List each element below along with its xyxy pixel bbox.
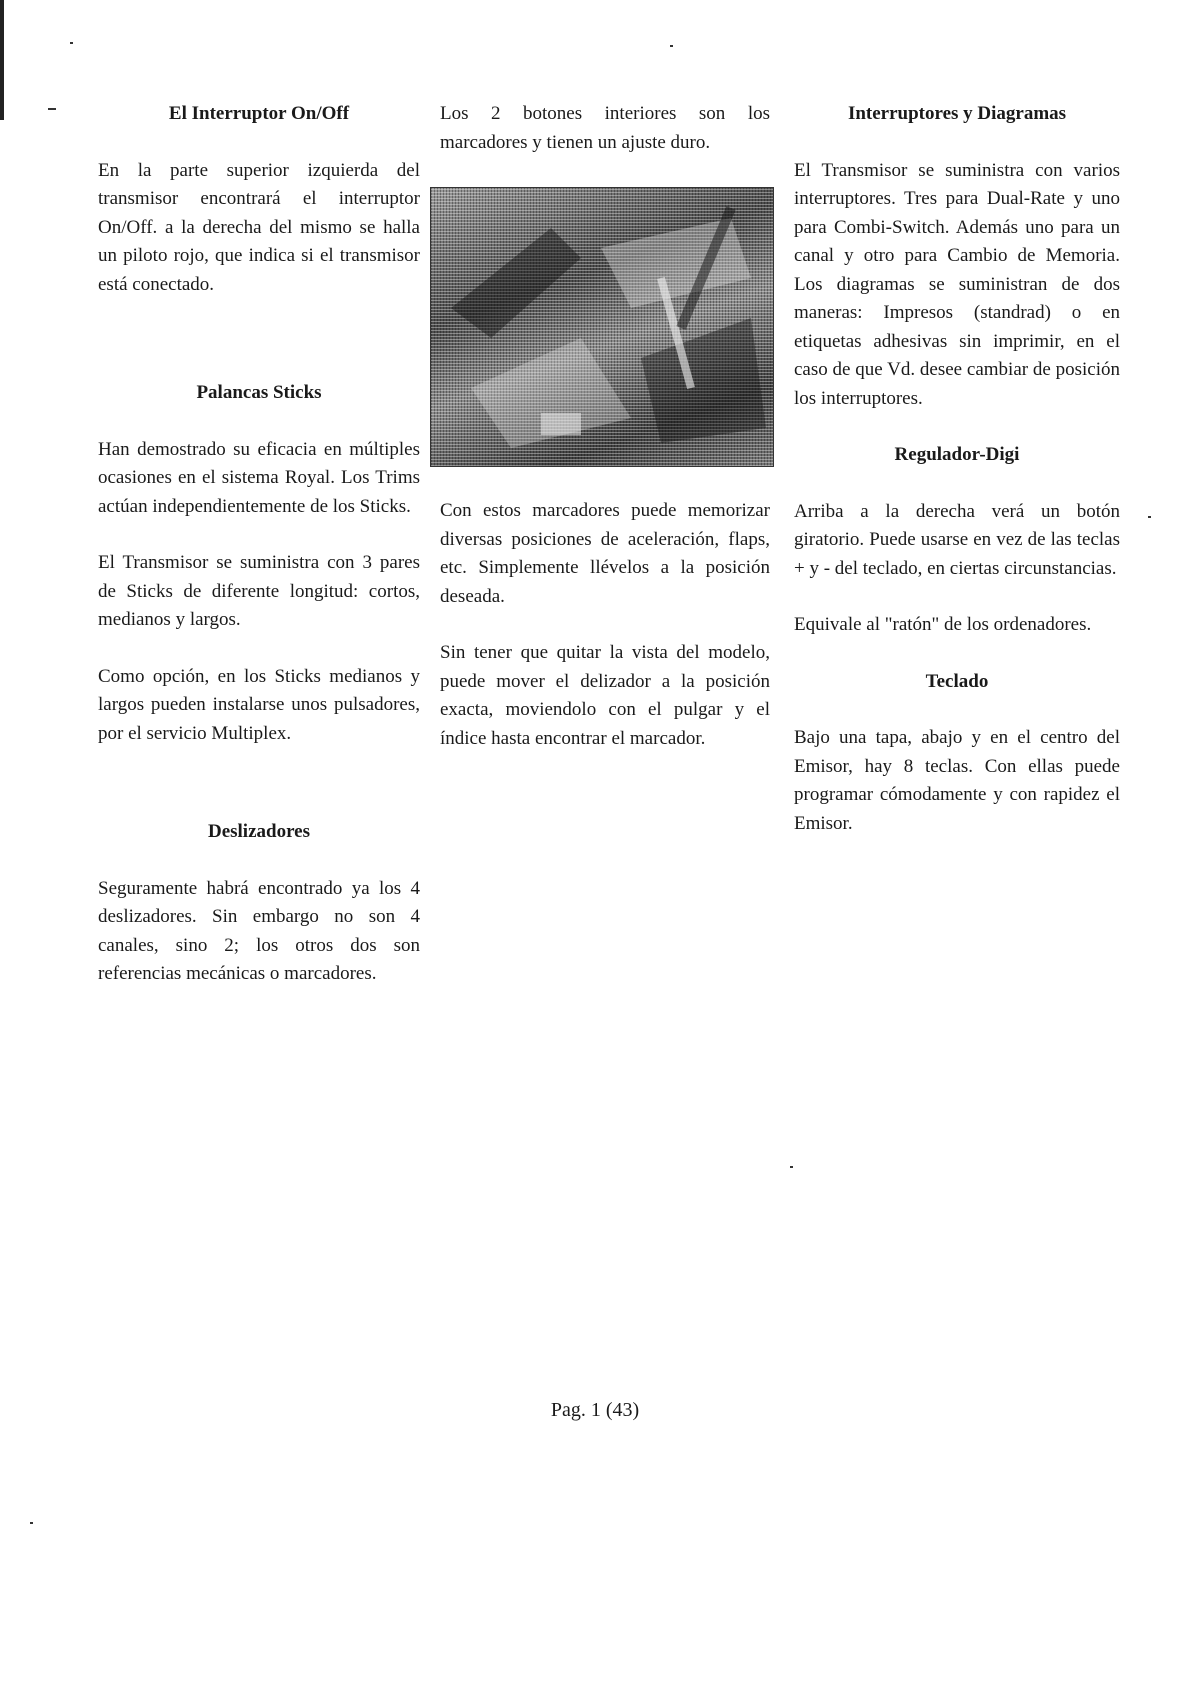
heading-regulador: Regulador-Digi bbox=[894, 444, 1020, 465]
transmitter-photo-shapes bbox=[431, 188, 773, 466]
heading-interruptor: El Interruptor On/Off bbox=[168, 103, 350, 124]
paragraph-palancas-2: El Transmisor se suministra con 3 pares de Sticks de diferente longitud: cortos, medianos y largos. bbox=[98, 552, 420, 630]
column-center bbox=[440, 100, 770, 753]
column-left bbox=[98, 100, 420, 989]
scan-speck bbox=[30, 1522, 33, 1524]
heading-palancas: Palancas Sticks bbox=[196, 382, 322, 403]
paragraph-palancas-1: Han demostrado su eficacia en múltiples ocasiones en el sistema Royal. Los Trims actúan independientemente de los Sticks. bbox=[98, 438, 420, 517]
paragraph-regulador-1: Arriba a la derecha verá un botón giratorio. Puede usarse en vez de las teclas + y - del teclado, en ciertas circunstancias. bbox=[794, 500, 1120, 579]
paragraph-botones-interiores: Los 2 botones interiores son los marcadores y tienen un ajuste duro. bbox=[440, 103, 770, 153]
paragraph-interruptores: El Transmisor se suministra con varios interruptores. Tres para Dual-Rate y uno para Combi-Switch. Además uno para un canal y otro para Cambio de Memoria. Los diagramas se suministran de dos maneras: Impresos (standrad) o en etiquetas adhesivas sin imprimir, en el caso de que Vd. desee cambiar de posición los interruptores. bbox=[794, 159, 1120, 409]
paragraph-interruptor: En la parte superior izquierda del transmisor encontrará el interruptor On/Off. a la derecha del mismo se halla un piloto rojo, que indica si el transmisor está conectado. bbox=[98, 159, 420, 295]
heading-teclado: Teclado bbox=[925, 670, 989, 692]
paragraph-palancas-3: Como opción, en los Sticks medianos y largos pueden instalarse unos pulsadores, por el servicio Multiplex. bbox=[98, 665, 420, 744]
scan-speck bbox=[1148, 516, 1151, 518]
heading-interruptores: Interruptores y Diagramas bbox=[847, 103, 1067, 124]
scan-speck bbox=[70, 42, 73, 44]
paragraph-deslizadores: Seguramente habrá encontrado ya los 4 deslizadores. Sin embargo no son 4 canales, sino 2; los otros dos son referencias mecánicas o marcadores. bbox=[98, 877, 420, 984]
heading-deslizadores: Deslizadores bbox=[207, 821, 311, 842]
scan-speck bbox=[670, 45, 673, 47]
scan-speck bbox=[790, 1166, 793, 1168]
page-number: Pag. 1 (43) bbox=[550, 1399, 640, 1421]
transmitter-photo bbox=[430, 187, 774, 467]
paragraph-delizador: Sin tener que quitar la vista del modelo, puede mover el delizador a la posición exacta, moviendolo con el pulgar y el índice hasta encontrar el marcador. bbox=[440, 642, 770, 749]
paragraph-teclado: Bajo una tapa, abajo y en el centro del Emisor, hay 8 teclas. Con ellas puede programar cómodamente y con rapidez el Emisor. bbox=[794, 727, 1120, 834]
scan-edge-mark bbox=[0, 0, 4, 120]
paragraph-marcadores: Con estos marcadores puede memorizar diversas posiciones de aceleración, flaps, etc. Simplemente llévelos a la posición deseada. bbox=[440, 500, 770, 607]
column-right bbox=[794, 100, 1120, 838]
scan-speck bbox=[48, 108, 56, 110]
paragraph-regulador-2: Equivale al "ratón" de los ordenadores. bbox=[794, 614, 1092, 635]
